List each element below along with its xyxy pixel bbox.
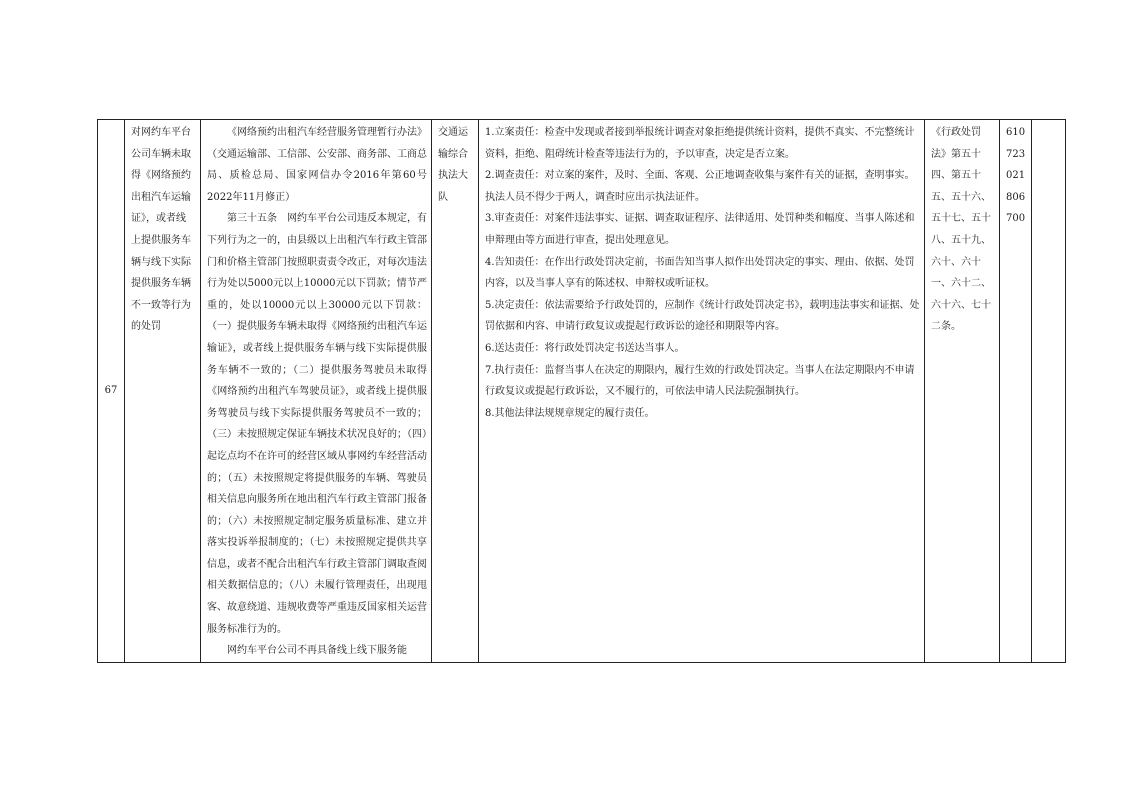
remarks-cell [1032, 120, 1066, 663]
item-code: 610723021806700 [1006, 127, 1026, 225]
row-number: 67 [104, 385, 118, 397]
code-cell [1000, 120, 1032, 663]
accountability-basis-cell [925, 120, 1000, 663]
responsibility-item: 4.告知责任：在作出行政处罚决定前，书面告知当事人拟作出处罚决定的事实、理由、依据、处罚内容，以及当事人享有的陈述权、申辩权或听证权。 [485, 256, 915, 290]
responsibility-item: 6.送达责任：将行政处罚决定书送达当事人。 [485, 342, 685, 354]
row-number-cell [98, 120, 125, 663]
department-name: 交通运输综合执法大队 [438, 127, 468, 203]
responsibility-item: 5.决定责任：依法需要给予行政处罚的，应制作《统计行政处罚决定书》，载明违法事实和证据、处罚依据和内容、申请行政复议或提起行政诉讼的途径和期限等内容。 [485, 299, 920, 333]
department-cell [432, 120, 479, 663]
item-name: 对网约车平台公司车辆未取得《网络预约出租汽车运输证》，或者线上提供服务车辆与线下实际提供服务车辆不一致等行为的处罚 [131, 127, 191, 333]
legal-basis-cell [201, 120, 437, 663]
legal-basis-paragraph: 网约车平台公司不再具备线上线下服务能 [227, 645, 407, 657]
responsibility-item: 7.执行责任：监督当事人在决定的期限内，履行生效的行政处罚决定。当事人在法定期限内不申请行政复议或提起行政诉讼，又不履行的，可依法申请人民法院强制执行。 [485, 364, 915, 398]
responsibility-item: 3.审查责任：对案件违法事实、证据、调查取证程序、法律适用、处罚种类和幅度、当事人陈述和申辩理由等方面进行审查，提出处理意见。 [485, 213, 915, 246]
responsibility-cell [479, 120, 925, 663]
legal-basis-paragraph: 《网络预约出租汽车经营服务管理暂行办法》（交通运输部、工信部、公安部、商务部、工商总局、质检总局、国家网信办令2016年第60号 2022年11月修正） [207, 127, 437, 203]
table-row [98, 120, 1066, 663]
legal-basis-paragraph: 第三十五条 网约车平台公司违反本规定，有下列行为之一的，由县级以上出租汽车行政主管部门和价格主管部门按照职责责令改正，对每次违法行为处以5000元以上10000元以下罚款；情节严重的，处以10000元以上30000元以下罚款：（一）提供服务车辆未取得《网络预约出租汽车运输证》，或者线上提供服务车辆与线下实际提供服务车辆不一致的；（二）提供服务驾驶员未取得《网络预约出租汽车驾驶员证》，或者线上提供服务驾驶员与线下实际提供服务驾驶员不一致的；（三）未按照规定保证车辆技术状况良好的；（四）起讫点均不在许可的经营区域从事网约车经营活动的；（五）未按照规定将提供服务的车辆、驾驶员相关信息向服务所在地出租汽车行政主管部门报备的；（六）未按照规定制定服务质量标准、建立并落实投诉举报制度的；（七）未按照规定提供共享信息，或者不配合出租汽车行政主管部门调取查阅相关数据信息的；（八）未履行管理责任，出现甩客、故意绕道、违规收费等严重违反国家相关运营服务标准行为的。 [207, 213, 427, 635]
accountability-basis: 《行政处罚法》第五十四、第五十五、五十六、五十七、五十八、五十九、六十、六十一、六十二、六十六、七十二条。 [931, 127, 991, 333]
power-list-table [97, 119, 1066, 663]
responsibility-item: 8.其他法律法规规章规定的履行责任。 [485, 407, 655, 419]
responsibility-item: 1.立案责任：检查中发现或者接到举报统计调查对象拒绝提供统计资料，提供不真实、不完整统计资料，拒绝、阻碍统计检查等违法行为的，予以审查，决定是否立案。 [485, 127, 915, 160]
responsibility-item: 2.调查责任：对立案的案件，及时、全面、客观、公正地调查收集与案件有关的证据，查明事实。执法人员不得少于两人，调查时应出示执法证件。 [485, 170, 915, 203]
item-name-cell [125, 120, 201, 663]
